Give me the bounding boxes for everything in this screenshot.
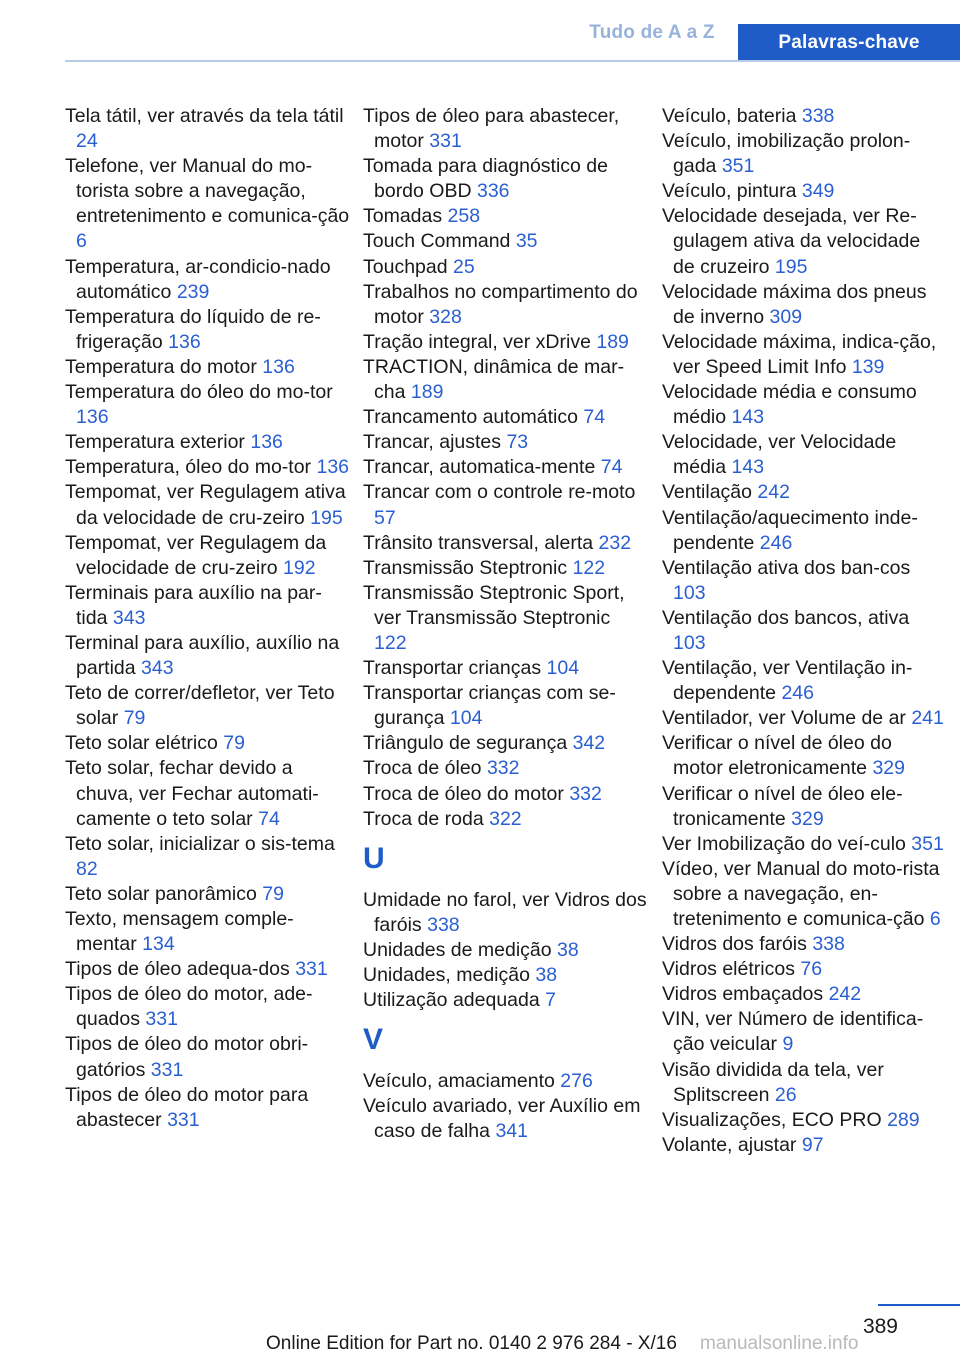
page-reference-link[interactable]: 136 [250,431,283,454]
index-entry [662,480,947,505]
index-entry [662,330,947,380]
entry-term: Tipos de óleo do motor, ade-quados [65,983,313,1031]
page-reference-link[interactable]: 79 [262,882,284,905]
page-reference-link[interactable]: 79 [123,707,146,730]
page-reference-link[interactable]: 332 [569,782,602,805]
page-reference-link[interactable]: 79 [223,732,245,755]
entry-term: Visualizações, ECO PRO [662,1108,882,1131]
page-reference-link[interactable]: 338 [427,913,460,936]
index-entry [65,631,350,681]
entry-term: Trânsito transversal, alerta [363,531,594,554]
page-reference-link[interactable]: 338 [801,105,835,127]
entry-term: Vidros elétricos [662,958,795,981]
index-column-1 [65,104,350,1133]
page-reference-link[interactable]: 342 [572,732,606,755]
index-entry [65,731,350,756]
page-reference-link[interactable]: 35 [515,230,538,253]
page-reference-link[interactable]: 289 [887,1108,920,1131]
index-entry [363,556,648,581]
entry-term: Velocidade desejada, ver Re-gulagem ativa da velocidade de cruzeiro [662,205,921,278]
page-reference-link[interactable]: 239 [176,280,210,303]
index-entry [662,731,947,781]
page-reference-link[interactable]: 9 [782,1033,794,1056]
entry-term: Veículo, amaciamento [363,1070,555,1093]
page-reference-link[interactable]: 136 [76,406,109,429]
entry-term: Trancar com o controle re-moto [363,481,636,504]
entry-term: Temperatura do motor [65,355,257,378]
page-reference-link[interactable]: 336 [476,180,510,203]
index-entry [65,154,350,254]
page-reference-link[interactable]: 338 [812,933,845,956]
page-reference-link[interactable]: 136 [168,330,201,353]
index-entry [363,229,648,254]
entry-term: Vídeo, ver Manual do moto-rista sobre a navegação, en-tretenimento e comunica-ção [662,857,940,930]
page-reference-link[interactable]: 104 [546,657,580,680]
page-number: 389 [862,1315,898,1338]
page-reference-link[interactable]: 242 [828,983,862,1006]
entry-term: Tração integral, ver xDrive [363,330,591,353]
page-reference-link[interactable]: 309 [769,305,803,328]
entry-term: Troca de roda [363,807,484,830]
index-entry [363,782,648,807]
entry-term: TRACTION, dinâmica de mar-cha [363,355,625,404]
entry-term: Texto, mensagem comple-mentar [65,908,294,956]
entry-term: Trancamento automático [363,406,578,429]
entry-term: Teto de correr/defletor, ver Teto solar [65,682,335,730]
entry-term: Veículo, pintura [662,180,797,203]
entry-term: Vidros dos faróis [662,933,807,956]
index-entry [363,988,648,1013]
page-reference-link[interactable]: 74 [583,406,606,429]
entry-term: Tempomat, ver Regulagem ativa da velocidade de cru-zeiro [65,481,346,529]
index-entry [65,882,350,907]
entry-term: Temperatura exterior [65,431,245,454]
index-entry [662,430,947,480]
index-entry [363,938,648,963]
entry-term: Teto solar elétrico [65,732,218,755]
entry-term: Temperatura, ar-condicio-nado automático [65,255,331,303]
entry-term: Ver Imobilização do veí-culo [662,832,906,855]
page-reference-link[interactable]: 7 [545,989,556,1012]
entry-term: Transportar crianças [363,657,542,680]
index-entry [662,932,947,957]
entry-term: Teto solar panorâmico [65,882,257,905]
index-entry [662,1133,947,1158]
index-entry [662,982,947,1007]
index-entry [662,506,947,556]
entry-term: Tempomat, ver Regulagem da velocidade de cru-zeiro [65,531,327,579]
index-entry [363,154,648,204]
index-entry [662,957,947,982]
entry-term: Trabalhos no compartimento do motor [363,280,638,328]
page-reference-link[interactable]: 143 [731,456,765,479]
index-entry [363,455,648,480]
page-reference-link[interactable]: 241 [911,707,944,730]
page-reference-link[interactable]: 349 [801,180,835,203]
entry-term: Verificar o nível de óleo ele-tronicamente [662,782,903,830]
watermark: manualsonline.info [700,1333,859,1354]
page-reference-link[interactable]: 351 [911,832,944,855]
entry-term: Ventilação ativa dos ban-cos [662,556,911,579]
index-entry [65,681,350,731]
page-reference-link[interactable]: 258 [447,205,481,228]
index-entry [662,1007,947,1057]
entry-term: Triângulo de segurança [363,732,568,755]
entry-term: Velocidade máxima dos pneus de inverno [662,280,927,328]
page-reference-link[interactable]: 195 [774,255,808,278]
page-reference-link[interactable]: 322 [489,807,522,830]
index-entry [662,1108,947,1133]
index-entry [662,380,947,430]
entry-term: Verificar o nível de óleo do motor eletronicamente [662,732,892,780]
index-entry [363,1094,648,1144]
entry-term: Tela tátil, ver através da tela tátil [65,105,344,127]
page-reference-link[interactable]: 139 [851,355,885,378]
page-reference-link[interactable]: 76 [800,958,823,981]
entry-term: Ventilação, ver Ventilação in-dependente [662,657,913,705]
page-reference-link[interactable]: 192 [283,556,316,579]
page-reference-link[interactable]: 189 [596,330,629,353]
index-entry [65,255,350,305]
index-entry [65,1032,350,1082]
entry-term: Trancar, ajustes [363,431,502,454]
entry-term: Velocidade máxima, indica-ção, ver Speed Limit Info [662,330,937,378]
index-column-3 [662,104,947,1158]
page-reference-link[interactable]: 246 [759,531,793,554]
section-tab[interactable]: Tudo de A a Z [589,22,715,43]
entry-term: Temperatura, óleo do mo-tor [65,456,312,479]
index-entry [65,355,350,380]
index-entry [662,1058,947,1108]
index-entry [363,731,648,756]
section-letter: V [363,1023,384,1057]
page-reference-link[interactable]: 74 [600,456,623,479]
index-entry [363,204,648,229]
index-entry [363,807,648,832]
page-header [0,0,960,62]
entry-term: Tipos de óleo para abastecer, motor [363,105,620,153]
page-number-rule [878,1304,960,1306]
page-reference-link[interactable]: 136 [262,355,295,378]
page-reference-link[interactable]: 242 [757,481,790,504]
page-reference-link[interactable]: 331 [429,130,462,153]
page-reference-link[interactable]: 74 [258,807,280,830]
page-reference-link[interactable]: 276 [560,1070,593,1093]
entry-term: Utilização adequada [363,989,540,1012]
page-reference-link[interactable]: 25 [453,255,475,278]
entry-term: VIN, ver Número de identifica-ção veicular [662,1008,924,1056]
entry-term: Velocidade média e consumo médio [662,381,917,429]
page-reference-link[interactable]: 232 [598,531,632,554]
page-reference-link[interactable]: 136 [316,456,350,479]
page-reference-link[interactable]: 104 [449,707,483,730]
index-entry [65,104,350,154]
index-entry [363,681,648,731]
entry-term: Tipos de óleo do motor obri-gatórios [65,1033,309,1081]
index-entry [65,957,350,982]
entry-term: Troca de óleo [363,757,482,780]
page-reference-link[interactable]: 332 [486,757,520,780]
index-entry [662,832,947,857]
index-entry [65,832,350,882]
entry-term: Transportar crianças com se-gurança [363,682,616,730]
entry-term: Tipos de óleo adequa-dos [65,958,290,981]
section-letter: U [363,841,385,875]
entry-term: Telefone, ver Manual do mo-torista sobre a navegação, entretenimento e comunica-ção [65,155,350,228]
index-entry [65,480,350,530]
index-entry [65,581,350,631]
index-entry [662,606,947,656]
index-entry [363,330,648,355]
page-reference-link[interactable]: 97 [801,1133,824,1156]
index-entry [662,179,947,204]
index-column-2 [363,104,648,1144]
entry-term: Veículo, bateria [662,105,797,127]
entry-term: Ventilador, ver Volume de ar [662,707,906,730]
page-reference-link[interactable]: 26 [774,1083,797,1106]
entry-term: Touch Command [363,230,511,253]
entry-term: Velocidade, ver Velocidade média [662,431,897,479]
index-entry [363,1069,648,1094]
entry-term: Umidade no farol, ver Vidros dos faróis [363,888,647,936]
entry-term: Ventilação dos bancos, ativa [662,606,910,629]
index-entry [662,782,947,832]
entry-term: Touchpad [363,255,448,278]
index-entry [363,888,648,938]
entry-term: Ventilação/aquecimento inde-pendente [662,506,918,554]
entry-term: Volante, ajustar [662,1133,797,1156]
index-entry [363,480,648,530]
entry-term: Veículo, imobilização prolon-gada [662,130,911,178]
page-reference-link[interactable]: 122 [572,556,606,579]
page-reference-link[interactable]: 57 [374,506,396,529]
page-reference-link[interactable]: 82 [76,857,98,880]
entry-term: Veículo avariado, ver Auxílio em caso de falha [363,1095,641,1143]
page-reference-link[interactable]: 103 [673,631,706,654]
entry-term: Troca de óleo do motor [363,782,564,805]
index-entry [662,204,947,279]
page-reference-link[interactable]: 331 [167,1108,200,1131]
header-divider [65,60,960,62]
entry-term: Ventilação [662,481,752,504]
page-reference-link[interactable]: 103 [673,581,706,604]
index-entry [363,430,648,455]
entry-term: Unidades, medição [363,964,530,986]
page-reference-link[interactable]: 351 [721,155,755,178]
page-reference-link[interactable]: 6 [929,908,941,930]
index-entry [65,982,350,1032]
index-entry [363,104,648,154]
index-entry [662,556,947,606]
page-reference-link[interactable]: 38 [557,938,579,961]
entry-term: Transmissão Steptronic [363,556,568,579]
page-reference-link[interactable]: 329 [791,807,824,830]
index-entry [65,380,350,430]
entry-term: Unidades de medição [363,938,552,961]
index-entry [363,963,648,988]
page-reference-link[interactable]: 331 [295,958,328,981]
entry-term: Transmissão Steptronic Sport, ver Transmissão Steptronic [363,581,625,629]
page-reference-link[interactable]: 195 [310,506,343,529]
index-entry [363,656,648,681]
entry-term: Teto solar, fechar devido a chuva, ver Fechar automati-camente o teto solar [65,757,319,830]
page-reference-link[interactable]: 329 [872,757,905,780]
index-entry [662,129,947,179]
page-reference-link[interactable]: 328 [429,305,462,328]
active-tab[interactable]: Palavras-chave [738,24,960,62]
entry-term: Vidros embaçados [662,983,824,1006]
page-reference-link[interactable]: 134 [142,933,175,956]
index-entry [363,355,648,405]
index-entry [65,531,350,581]
index-entry [363,531,648,556]
index-entry [65,756,350,831]
entry-term: Tomada para diagnóstico de bordo OBD [363,155,608,203]
page-reference-link[interactable]: 73 [506,431,529,454]
page-reference-link[interactable]: 6 [76,230,87,253]
index-entry [65,1083,350,1133]
entry-term: Terminal para auxílio, auxílio na partida [65,631,340,680]
page-reference-link[interactable]: 343 [112,606,146,629]
index-entry [65,430,350,455]
entry-term: Tomadas [363,205,443,228]
entry-term: Temperatura do líquido de re-frigeração [65,305,321,353]
entry-term: Trancar, automatica-mente [363,456,596,479]
index-entry [662,706,947,731]
index-entry [65,305,350,355]
entry-term: Visão dividida da tela, ver Splitscreen [662,1058,884,1106]
index-entry [363,255,648,280]
index-entry [662,104,947,129]
index-entry [662,857,947,932]
page-reference-link[interactable]: 122 [374,631,407,654]
index-entry [363,581,648,656]
page-reference-link[interactable]: 246 [781,682,814,705]
page-reference-link[interactable]: 24 [76,130,98,153]
page-reference-link[interactable]: 331 [150,1058,184,1081]
index-entry [65,455,350,480]
entry-term: Terminais para auxílio na par-tida [65,581,322,629]
page-reference-link[interactable]: 343 [141,657,174,680]
index-entry [662,656,947,706]
index-entry [662,280,947,330]
page-reference-link[interactable]: 38 [535,964,558,986]
index-entry [363,280,648,330]
index-entry [363,756,648,781]
page-reference-link[interactable]: 189 [410,381,444,404]
index-entry [363,405,648,430]
edition-note: Online Edition for Part no. 0140 2 976 284 - X/16 [266,1333,677,1354]
page-reference-link[interactable]: 331 [145,1008,178,1031]
index-entry [65,907,350,957]
page-reference-link[interactable]: 341 [495,1120,528,1143]
entry-term: Teto solar, inicializar o sis-tema [65,832,335,855]
entry-term: Tipos de óleo do motor para abastecer [65,1083,309,1131]
entry-term: Temperatura do óleo do mo-tor [65,381,333,404]
page-reference-link[interactable]: 143 [731,406,765,429]
